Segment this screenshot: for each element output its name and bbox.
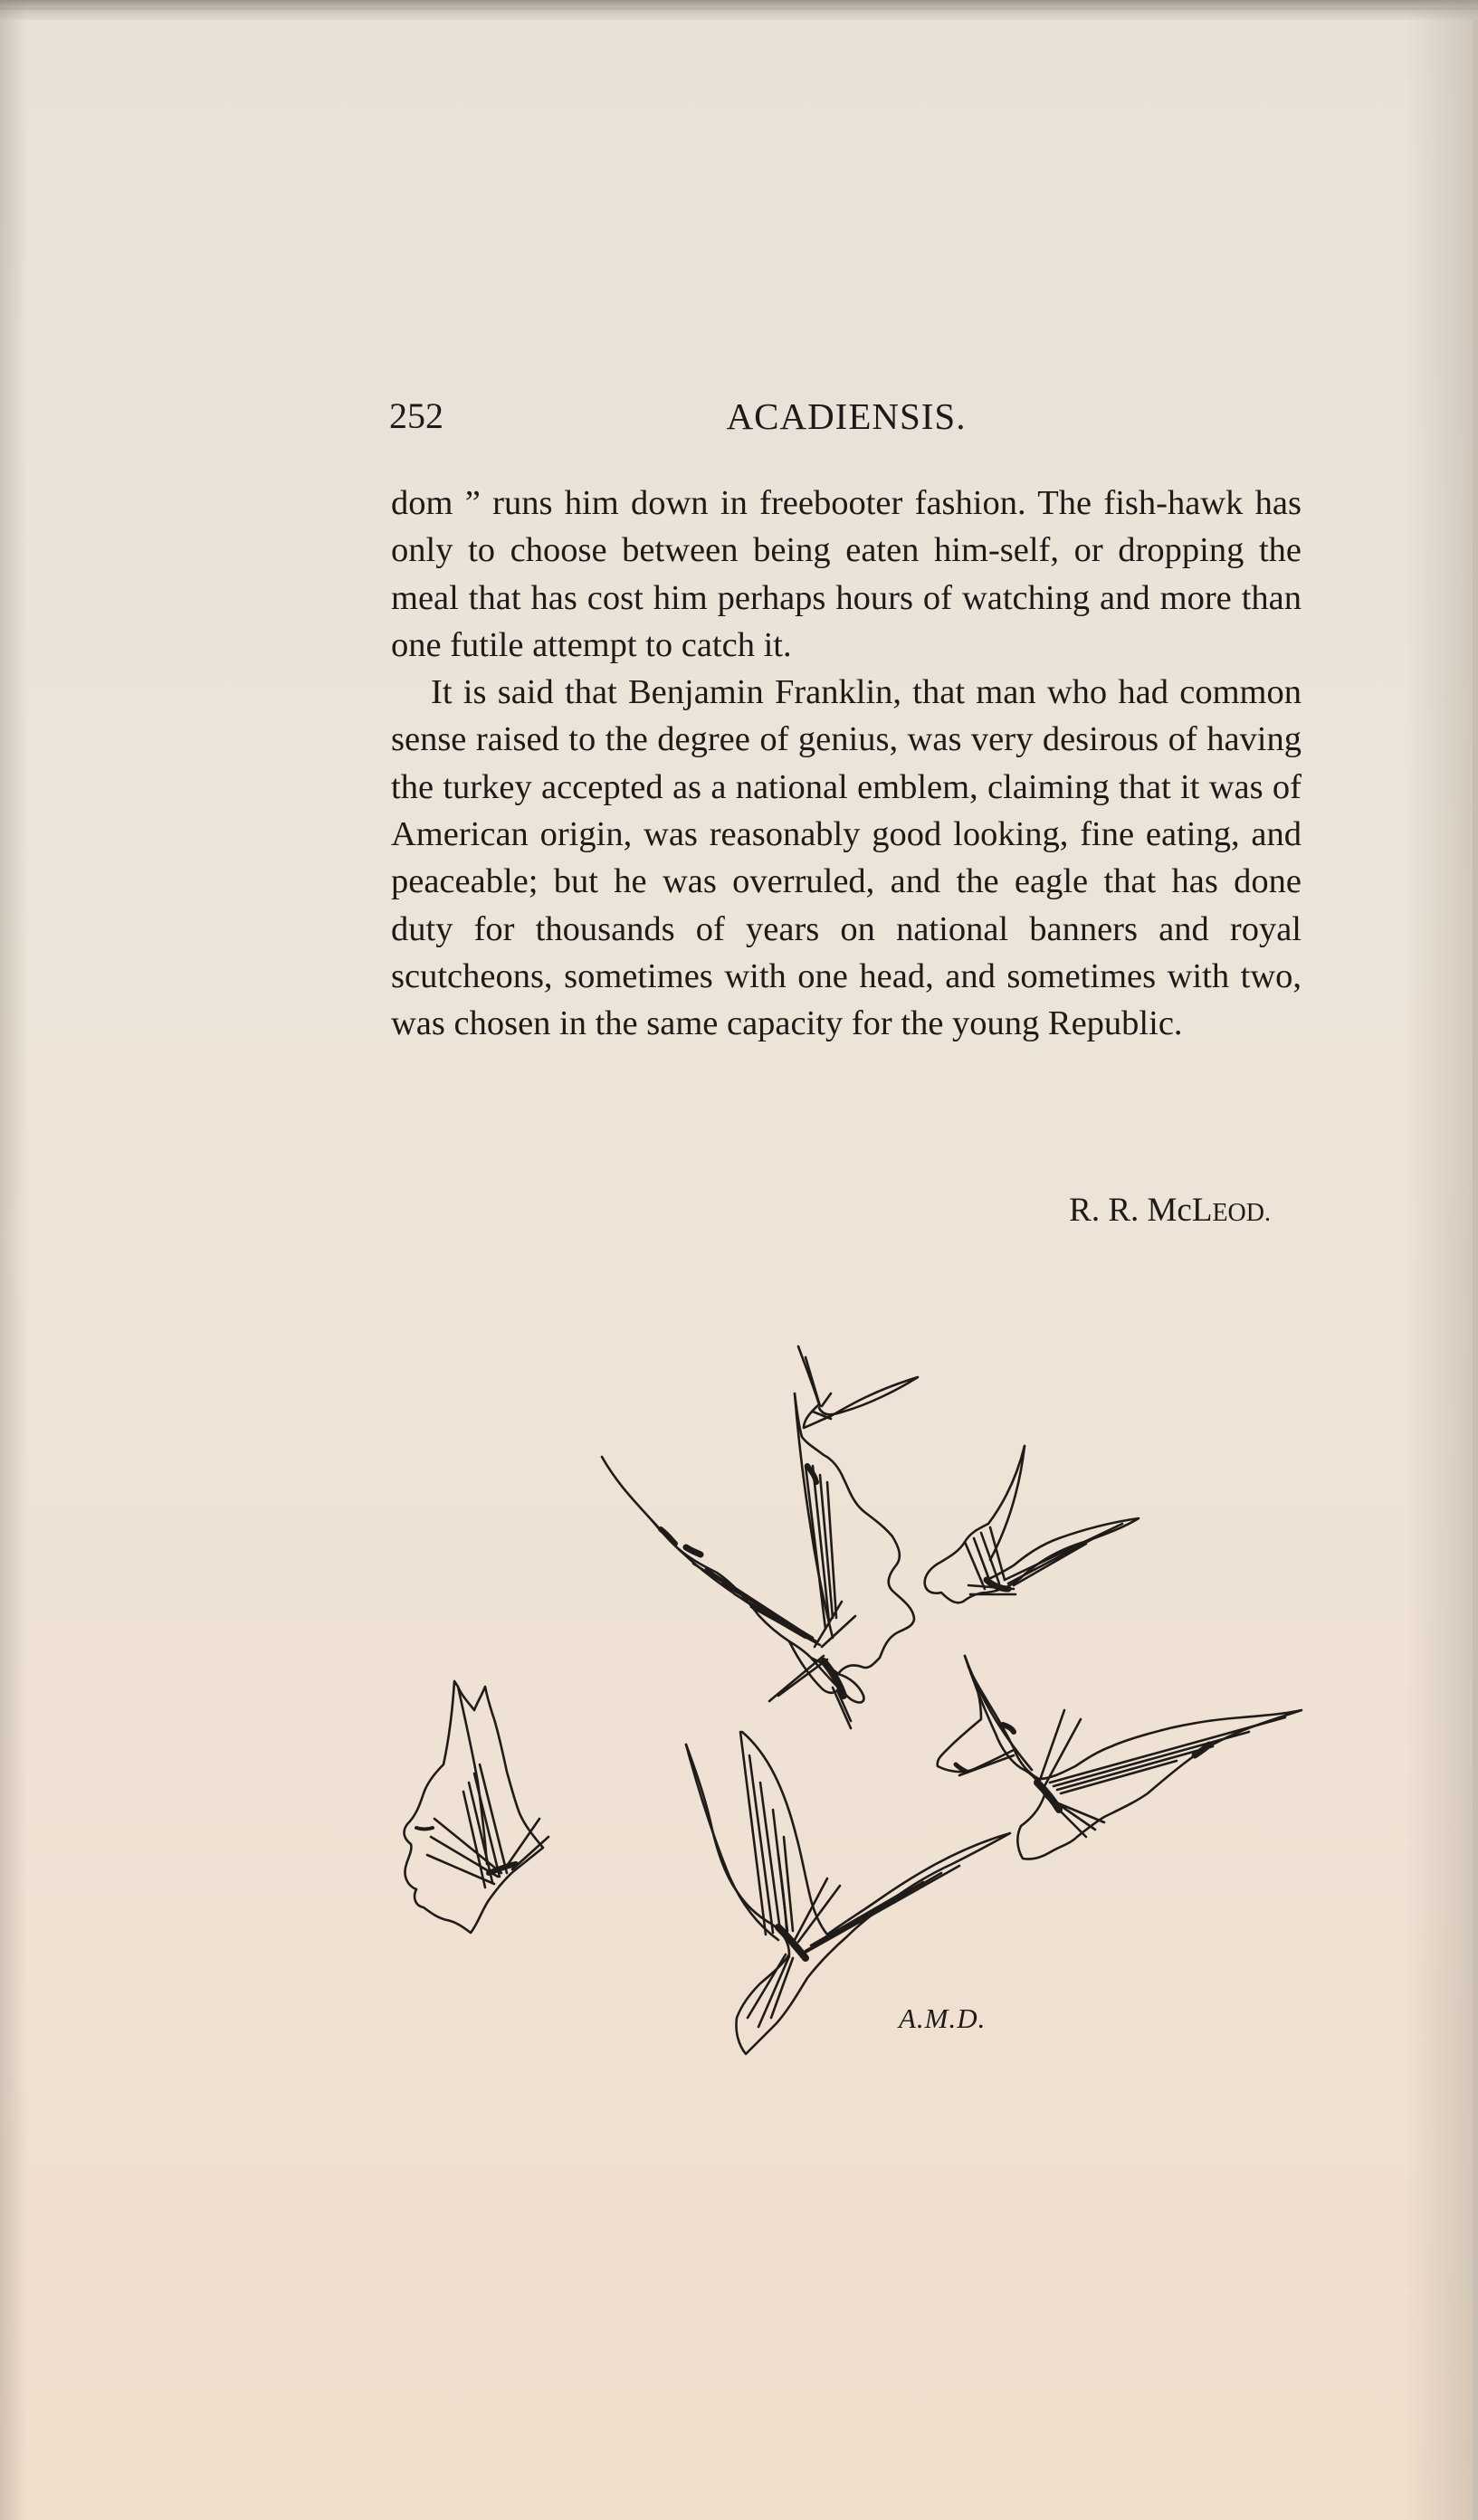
artist-initials: A.M.D. — [899, 2002, 987, 2034]
butterfly-right — [938, 1656, 1302, 1859]
page-right-shadow — [1406, 0, 1478, 2520]
paragraph-2: It is said that Benjamin Franklin, that man who had common sense raised to the degree of genius, was very desirous of having the turkey accepted as a national emblem, claiming that it was of American origin, was reasonably good looking, fine eating, and peaceable; but he was overruled, and the eagle that has done duty for thousands of years on national banners and royal scutcheons, sometimes with one head, and sometimes with two, was chosen in the same capacity for the young Republic. — [391, 673, 1302, 1043]
page-top-edge — [0, 0, 1478, 20]
butterfly-large-upper — [602, 1393, 914, 1728]
page-number: 252 — [389, 395, 443, 436]
signature-small-caps: EOD. — [1212, 1199, 1271, 1227]
page-left-shadow — [0, 0, 27, 2520]
page-header-title: ACADIENSIS. — [726, 395, 967, 437]
butterflies-illustration — [380, 1330, 1312, 2108]
paragraph-1: dom ” runs him down in freebooter fashion. The fish-hawk has only to choose between being eaten him-self, or dropping the meal that has cost him perhaps hours of watching and more than one futile attempt to catch it. — [391, 484, 1302, 664]
butterfly-left — [405, 1681, 548, 1933]
body-text — [391, 480, 1302, 1048]
author-signature — [391, 1187, 1271, 1237]
butterfly-small-top — [798, 1346, 918, 1428]
running-head — [389, 389, 1303, 443]
butterfly-upper-right — [925, 1446, 1139, 1602]
butterfly-bottom-center — [387, 1330, 1010, 2054]
page-binding-edge — [1473, 20, 1478, 2520]
signature-prefix: R. R. Mc — [1069, 1192, 1192, 1229]
signature-initial: L — [1191, 1192, 1213, 1229]
